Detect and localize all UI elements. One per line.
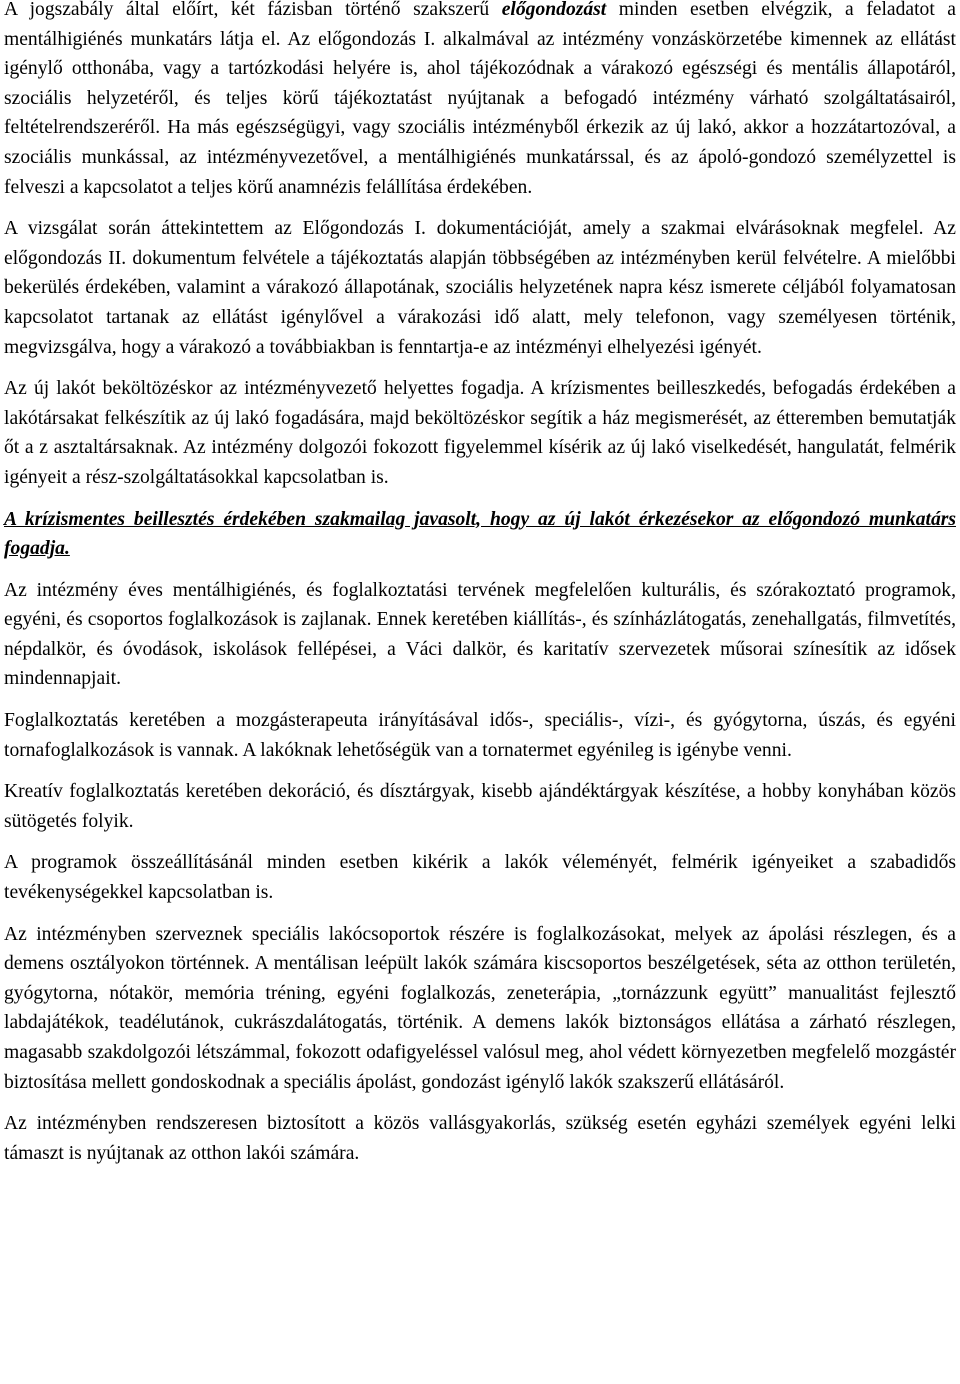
paragraph-special-groups: Az intézményben szerveznek speciális lakócsoportok részére is foglalkozásokat, melyek az ápolási részlegen, és a demens osztályokon történnek. A mentálisan leépült lakók számára kiscsoportos beszélgetések, séta az otthon területén, gyógytorna, nótakör, memória tréning, egyéni foglalkozás, zeneterápia, „tornázzunk együtt” manualitást fejlesztő labdajátékok, teadélutánok, cukrászdalátogatás, történik. A demens lakók biztonságos ellátása a zárható részlegen, magasabb szakdolgozói létszámmal, fokozott odafigyeléssel valósul meg, ahol védett környezetben megfelelő mozgástér biztosítása mellett gondoskodnak a speciális ápolást, gondozást igénylő lakók szakszerű ellátásáról.: [4, 923, 956, 1093]
paragraph-pre-care: [4, 0, 956, 202]
paragraph-creative: Kreatív foglalkoztatás keretében dekoráció, és dísztárgyak, kisebb ajándéktárgyak készítése, a hobby konyhában közös sütögetés folyik.: [4, 781, 956, 832]
pre-care-text-start: A jogszabály által előírt, két fázisban történő szakszerű: [4, 0, 502, 20]
pre-care-emphasis: előgondozást: [501, 0, 607, 20]
paragraph-new-resident: Az új lakót beköltözéskor az intézményvezető helyettes fogadja. A krízismentes beilleszkedés, befogadás érdekében a lakótársakat felkészítik az új lakó fogadására, majd beköltözéskor segítik a ház megismerését, az étteremben bemutatják őt a z asztaltársaknak. Az intézmény dolgozói fokozott figyelemmel kísérik az új lakó viselkedését, hangulatát, felmérik igényeit a rész-szolgáltatásokkal kapcsolatban is.: [4, 378, 956, 488]
paragraph-religion: Az intézményben rendszeresen biztosított a közös vallásgyakorlás, szükség esetén egyházi személyek egyéni lelki támaszt is nyújtanak az otthon lakói számára.: [4, 1113, 956, 1164]
paragraph-exercise: Foglalkoztatás keretében a mozgásterapeuta irányításával idős-, speciális-, vízi-, és gyógytorna, úszás, és egyéni tornafoglalkozások is vannak. A lakóknak lehetőségük van a tornatermet egyénileg is igénybe venni.: [4, 710, 956, 761]
paragraph-opinions: A programok összeállításánál minden esetben kikérik a lakók véleményét, felmérik igényeiket a szabadidős tevékenységekkel kapcsolatban is.: [4, 852, 956, 904]
paragraph-review: A vizsgálat során áttekintettem az Előgondozás I. dokumentációját, amely a szakmai elvárásoknak megfelel. Az előgondozás II. dokumentum felvétele a tájékoztatás alapján többségében az intézményben kerül felvételre. A mielőbbi bekerülés érdekében, valamint a várakozó állapotának, szociális helyzetének napra kész ismerete céljából folyamatosan kapcsolatot tartanak az ellátást igénylővel a várakozási idő alatt, mely telefonon, vagy személyesen történik, megvizsgálva, hogy a várakozó a továbbiakban is fenntartja-e az intézményi elhelyezési igényét.: [4, 218, 956, 358]
paragraph-programs: Az intézmény éves mentálhigiénés, és foglalkoztatási tervének megfelelően kulturális, és szórakoztató programok, egyéni, és csoportos foglalkozások is zajlanak. Ennek keretében kiállítás-, és színházlátogatás, zenehallgatás, filmvetítés, népdalkör, és óvodások, iskolások fellépései, a Váci dalkör, és karitatív szervezetek műsorai színesítik az idősek mindennapjait.: [4, 579, 956, 690]
paragraph-recommendation: A krízismentes beillesztés érdekében szakmailag javasolt, hogy az új lakót érkezésekor az előgondozó munkatárs fogadja.: [4, 508, 956, 560]
pre-care-text-rest: minden esetben elvégzik, a feladatot a mentálhigiénés munkatárs látja el. Az előgondozás I. alkalmával az intézmény vonzáskörzetébe kimennek az ellátást igénylő otthonába, vagy a tartózkodási helyére is, ahol tájékozódnak a várakozó egészségi és mentális állapotáról, szociális helyzetéről, és teljes körű tájékoztatást nyújtanak a befogadó intézmény várható szolgáltatásairól, feltételrendszeréről. Ha más egészségügyi, vagy szociális intézményből érkezik az új lakó, akkor a hozzátartozóval, a szociális munkással, az intézményvezetővel, a mentálhigiénés munkatárssal, és az ápoló-gondozó személyzettel is felveszi a kapcsolatot a teljes körű anamnézis felállítása érdekében.: [4, 0, 956, 198]
